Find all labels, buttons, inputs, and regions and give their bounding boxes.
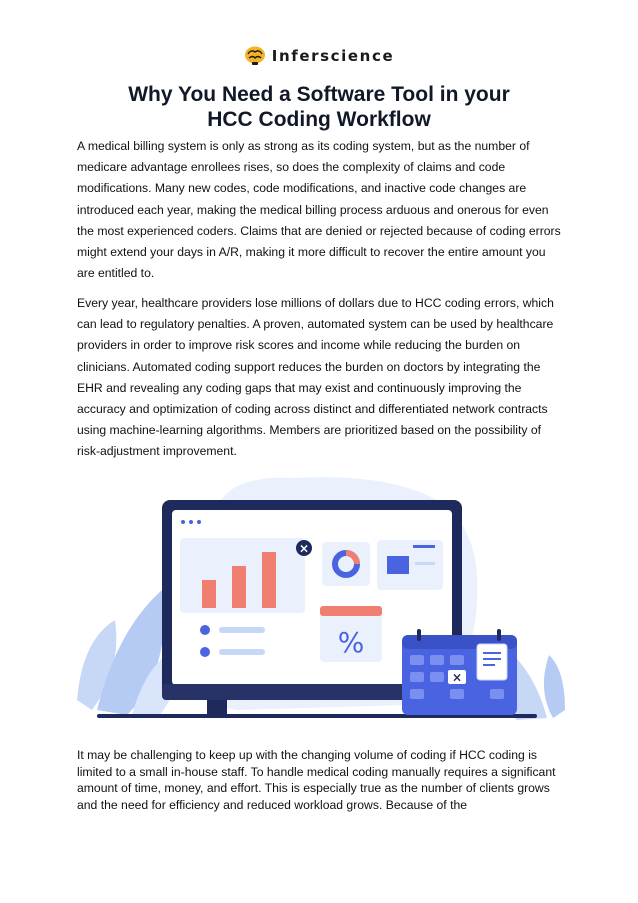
document-line [483,664,495,666]
brand-logo [0,46,638,66]
window-dot [189,520,193,524]
percent-card-header [320,606,382,616]
list-bullet [200,625,210,635]
bar-chart-bar [232,566,246,608]
document-line [483,658,501,660]
calendar-ring [497,629,501,641]
list-line [219,627,265,633]
document-sheet [477,644,507,680]
window-dot [197,520,201,524]
donut-chart-card [322,542,370,586]
close-icon[interactable]: × [298,541,310,556]
paragraph-1: A medical billing system is only as strong as its coding system, but as the number of medicare advantage enrollees rises, so does the complexity of claims and code modifications. Many new codes, code modifications, and inactive code changes are introduced each year, making the medical billing process arduous and onerous for even the most experienced coders. Claims that are denied or rejected because of coding errors might extend your days in A/R, making it more difficult to recover the entire amount you are entitled to. [77,139,561,281]
paragraph-2: Every year, healthcare providers lose millions of dollars due to HCC coding errors, which can lead to regulatory penalties. A proven, automated system can be used by healthcare providers in order to improve risk scores and income while reducing the burden on clinicians. Automated coding support reduces the burden on doctors by integrating the EHR and revealing any coding gaps that may exist and continuously improving the accuracy and optimization of coding across distinct and differentiated network contracts using machine-learning algorithms. Members are prioritized based on the possibility of risk-adjustment improvement. [77,296,554,459]
list-line [219,649,265,655]
bar-chart-bar [202,580,216,608]
content-card-line [415,562,435,565]
content-card-image [387,556,409,574]
document-line [483,652,501,654]
bar-chart-bar [262,552,276,608]
article-title [60,82,578,132]
window-dot [181,520,185,524]
title-line-2: HCC Coding Workflow [207,108,431,131]
title-line-1: Why You Need a Software Tool in your [128,83,510,106]
list-bullet [200,647,210,657]
calendar-x-icon: × [451,670,463,685]
monitor-neck [207,700,227,714]
calendar-ring [417,629,421,641]
brain-lightbulb-icon [244,46,266,66]
paragraph-3: It may be challenging to keep up with the changing volume of coding if HCC coding is limited to a small in-house staff. To handle medical coding manually requires a significant amount of time, money, and effort. This is especially true as the number of clients grows and the need for efficiency and reduced workload grows. Because of the [77,748,556,812]
software-dashboard-illustration [77,470,565,720]
content-card-header [413,545,435,548]
brand-name: Inferscience [271,47,395,65]
percent-symbol: % [337,626,365,659]
